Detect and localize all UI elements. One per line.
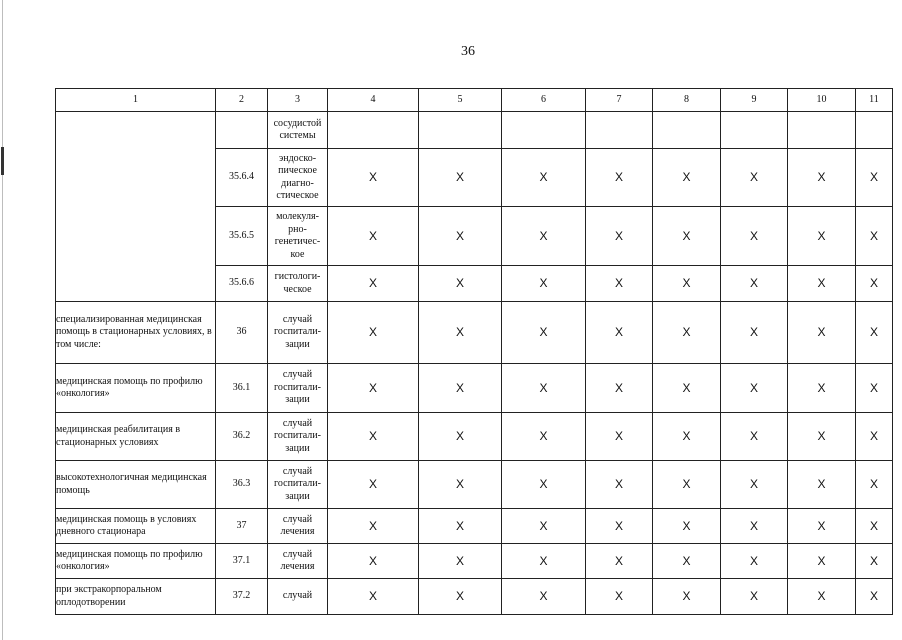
value-cell: Х	[328, 509, 419, 544]
row-name-cell: при экстракорпоральном оплодотворении	[56, 579, 216, 615]
value-cell: Х	[419, 461, 502, 509]
row-number-cell: 35.6.5	[216, 207, 268, 266]
value-cell: Х	[856, 364, 893, 413]
column-header: 7	[586, 89, 653, 112]
value-cell: Х	[653, 461, 721, 509]
value-cell: Х	[721, 509, 788, 544]
value-cell: Х	[328, 207, 419, 266]
value-cell: Х	[328, 149, 419, 207]
row-unit-cell: сосудистой системы	[268, 112, 328, 149]
value-cell: Х	[328, 413, 419, 461]
value-cell: Х	[721, 302, 788, 364]
value-cell: Х	[419, 364, 502, 413]
row-unit-cell: случай госпитали-зации	[268, 461, 328, 509]
value-cell: Х	[653, 509, 721, 544]
table-row	[56, 509, 893, 544]
table-row	[56, 112, 893, 149]
row-unit-cell: случай госпитали-зации	[268, 302, 328, 364]
row-number-cell	[216, 112, 268, 149]
value-cell: Х	[788, 266, 856, 302]
table-row	[56, 413, 893, 461]
value-cell: Х	[856, 149, 893, 207]
value-cell: Х	[788, 364, 856, 413]
value-cell: Х	[502, 413, 586, 461]
value-cell: Х	[419, 149, 502, 207]
value-cell: Х	[502, 461, 586, 509]
value-cell: Х	[788, 149, 856, 207]
value-cell: Х	[419, 413, 502, 461]
value-cell: Х	[653, 579, 721, 615]
value-cell	[721, 112, 788, 149]
value-cell	[653, 112, 721, 149]
value-cell: Х	[328, 579, 419, 615]
value-cell	[856, 112, 893, 149]
row-unit-cell: эндоско-пическое диагно-стическое	[268, 149, 328, 207]
value-cell: Х	[856, 579, 893, 615]
value-cell: Х	[856, 509, 893, 544]
row-number-cell: 36.1	[216, 364, 268, 413]
value-cell: Х	[328, 544, 419, 579]
value-cell: Х	[856, 302, 893, 364]
value-cell: Х	[653, 302, 721, 364]
row-unit-cell: гистологи-ческое	[268, 266, 328, 302]
value-cell	[419, 112, 502, 149]
value-cell: Х	[653, 413, 721, 461]
value-cell: Х	[419, 544, 502, 579]
value-cell: Х	[788, 461, 856, 509]
value-cell: Х	[721, 413, 788, 461]
column-header: 4	[328, 89, 419, 112]
table-row	[56, 579, 893, 615]
value-cell: Х	[856, 207, 893, 266]
value-cell	[328, 112, 419, 149]
value-cell: Х	[502, 544, 586, 579]
table-row	[56, 544, 893, 579]
value-cell: Х	[419, 302, 502, 364]
value-cell: Х	[653, 544, 721, 579]
column-header: 8	[653, 89, 721, 112]
value-cell: Х	[721, 544, 788, 579]
value-cell: Х	[586, 266, 653, 302]
value-cell: Х	[586, 509, 653, 544]
value-cell: Х	[721, 149, 788, 207]
header-row	[56, 89, 893, 112]
binding-mark	[1, 147, 4, 175]
value-cell: Х	[502, 302, 586, 364]
value-cell: Х	[653, 266, 721, 302]
value-cell: Х	[586, 207, 653, 266]
value-cell: Х	[419, 509, 502, 544]
value-cell: Х	[856, 461, 893, 509]
row-unit-cell: молекуля-рно-генетичес-кое	[268, 207, 328, 266]
page-number: 36	[461, 44, 475, 59]
value-cell: Х	[653, 364, 721, 413]
value-cell: Х	[502, 509, 586, 544]
value-cell: Х	[721, 207, 788, 266]
row-number-cell: 37.2	[216, 579, 268, 615]
row-name-cell	[56, 112, 216, 302]
value-cell: Х	[721, 461, 788, 509]
value-cell: Х	[586, 579, 653, 615]
value-cell: Х	[586, 302, 653, 364]
column-header: 1	[56, 89, 216, 112]
page-left-edge	[2, 0, 3, 640]
row-number-cell: 35.6.4	[216, 149, 268, 207]
value-cell: Х	[502, 364, 586, 413]
value-cell: Х	[788, 302, 856, 364]
value-cell: Х	[856, 544, 893, 579]
value-cell: Х	[788, 207, 856, 266]
column-header: 10	[788, 89, 856, 112]
value-cell: Х	[502, 149, 586, 207]
value-cell: Х	[721, 266, 788, 302]
value-cell: Х	[788, 413, 856, 461]
column-header: 5	[419, 89, 502, 112]
column-header: 9	[721, 89, 788, 112]
value-cell: Х	[586, 413, 653, 461]
value-cell: Х	[328, 364, 419, 413]
row-name-cell: специализированная медицинская помощь в стационарных условиях, в том числе:	[56, 302, 216, 364]
row-number-cell: 35.6.6	[216, 266, 268, 302]
column-header: 11	[856, 89, 893, 112]
row-name-cell: высокотехнологичная медицинская помощь	[56, 461, 216, 509]
value-cell: Х	[502, 207, 586, 266]
row-number-cell: 37.1	[216, 544, 268, 579]
value-cell: Х	[721, 364, 788, 413]
row-name-cell: медицинская реабилитация в стационарных условиях	[56, 413, 216, 461]
column-header: 6	[502, 89, 586, 112]
value-cell: Х	[419, 266, 502, 302]
row-number-cell: 36.2	[216, 413, 268, 461]
column-header: 2	[216, 89, 268, 112]
value-cell: Х	[586, 364, 653, 413]
value-cell: Х	[653, 149, 721, 207]
row-unit-cell: случай	[268, 579, 328, 615]
budget-table	[55, 88, 893, 615]
table-row	[56, 302, 893, 364]
value-cell: Х	[502, 579, 586, 615]
row-number-cell: 36	[216, 302, 268, 364]
row-number-cell: 37	[216, 509, 268, 544]
row-unit-cell: случай госпитали-зации	[268, 364, 328, 413]
value-cell	[586, 112, 653, 149]
value-cell: Х	[856, 266, 893, 302]
value-cell: Х	[586, 149, 653, 207]
row-unit-cell: случай лечения	[268, 509, 328, 544]
value-cell: Х	[788, 579, 856, 615]
row-number-cell: 36.3	[216, 461, 268, 509]
value-cell: Х	[653, 207, 721, 266]
value-cell	[788, 112, 856, 149]
value-cell: Х	[586, 461, 653, 509]
value-cell: Х	[856, 413, 893, 461]
value-cell	[502, 112, 586, 149]
row-name-cell: медицинская помощь по профилю «онкология»	[56, 544, 216, 579]
value-cell: Х	[419, 207, 502, 266]
column-header: 3	[268, 89, 328, 112]
row-unit-cell: случай госпитали-зации	[268, 413, 328, 461]
value-cell: Х	[788, 509, 856, 544]
table-row	[56, 364, 893, 413]
value-cell: Х	[419, 579, 502, 615]
value-cell: Х	[502, 266, 586, 302]
row-name-cell: медицинская помощь по профилю «онкология»	[56, 364, 216, 413]
value-cell: Х	[788, 544, 856, 579]
value-cell: Х	[328, 461, 419, 509]
value-cell: Х	[586, 544, 653, 579]
table-row	[56, 461, 893, 509]
value-cell: Х	[721, 579, 788, 615]
value-cell: Х	[328, 266, 419, 302]
value-cell: Х	[328, 302, 419, 364]
row-name-cell: медицинская помощь в условиях дневного стационара	[56, 509, 216, 544]
row-unit-cell: случай лечения	[268, 544, 328, 579]
